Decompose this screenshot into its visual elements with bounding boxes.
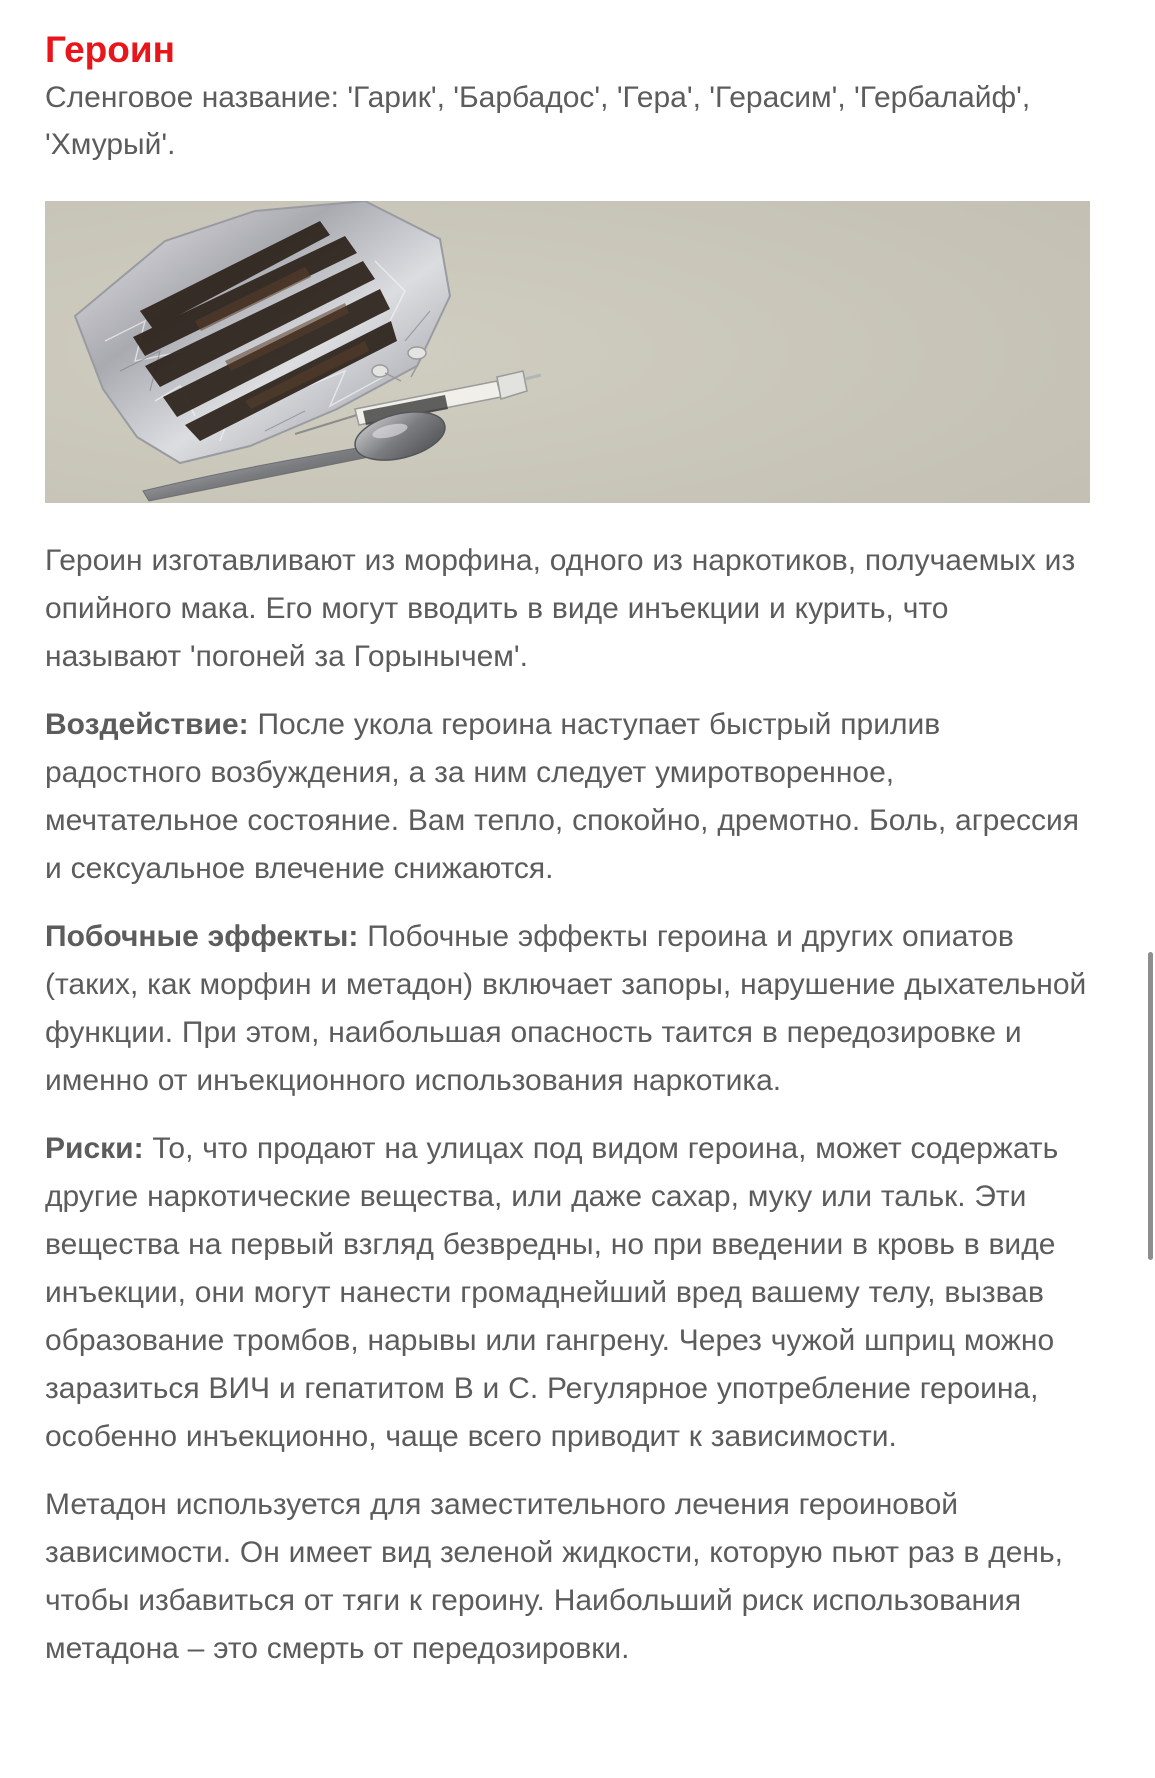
side-effects-label: Побочные эффекты: xyxy=(45,920,359,953)
scrollbar[interactable] xyxy=(1148,952,1153,1260)
article-title: Героин xyxy=(45,29,175,70)
intro-paragraph: Героин изготавливают из морфина, одного из наркотиков, получаемых из опийного мака. Его могут вводить в виде инъекции и курить, что называют 'погоней за Горынычем'. xyxy=(45,544,1076,673)
methadone-paragraph: Метадон используется для заместительного лечения героиновой зависимости. Он имеет вид зеленой жидкости, которую пьют раз в день, чтобы избавиться от тяги к героину. Наибольший риск использования метадона – это смерть от передозировки. xyxy=(45,1488,1063,1665)
risks-label: Риски: xyxy=(45,1132,144,1165)
heroin-photo xyxy=(45,201,1090,503)
effects-text: После укола героина наступает быстрый прилив радостного возбуждения, а за ним следует умиротворенное, мечтательное состояние. Вам тепло, спокойно, дремотно. Боль, агрессия и сексуальное влечение снижаются. xyxy=(45,708,1080,885)
effects-label: Воздействие: xyxy=(45,708,249,741)
side-effects-text: Побочные эффекты героина и других опиатов (таких, как морфин и метадон) включает запоры, нарушение дыхательной функции. При этом, наибольшая опасность таится в передозировке и именно от инъекционного использования наркотика. xyxy=(45,920,1087,1097)
side-effects-paragraph xyxy=(45,913,1090,1105)
slang-names: Сленговое название: 'Гарик', 'Барбадос', 'Гера', 'Герасим', 'Гербалайф', 'Хмурый'. xyxy=(45,81,1031,161)
effects-paragraph xyxy=(45,701,1090,893)
risks-paragraph xyxy=(45,1125,1090,1461)
risks-text: То, что продают на улицах под видом героина, может содержать другие наркотические вещества, или даже сахар, муку или тальк. Эти вещества на первый взгляд безвредны, но при введении в кровь в виде инъекции, они могут нанести громаднейший вред вашему телу, вызвав образование тромбов, нарывы или гангрену. Через чужой шприц можно заразиться ВИЧ и гепатитом В и С. Регулярное употребление героина, особенно инъекционно, чаще всего приводит к зависимости. xyxy=(45,1132,1059,1453)
article xyxy=(45,26,1090,1673)
